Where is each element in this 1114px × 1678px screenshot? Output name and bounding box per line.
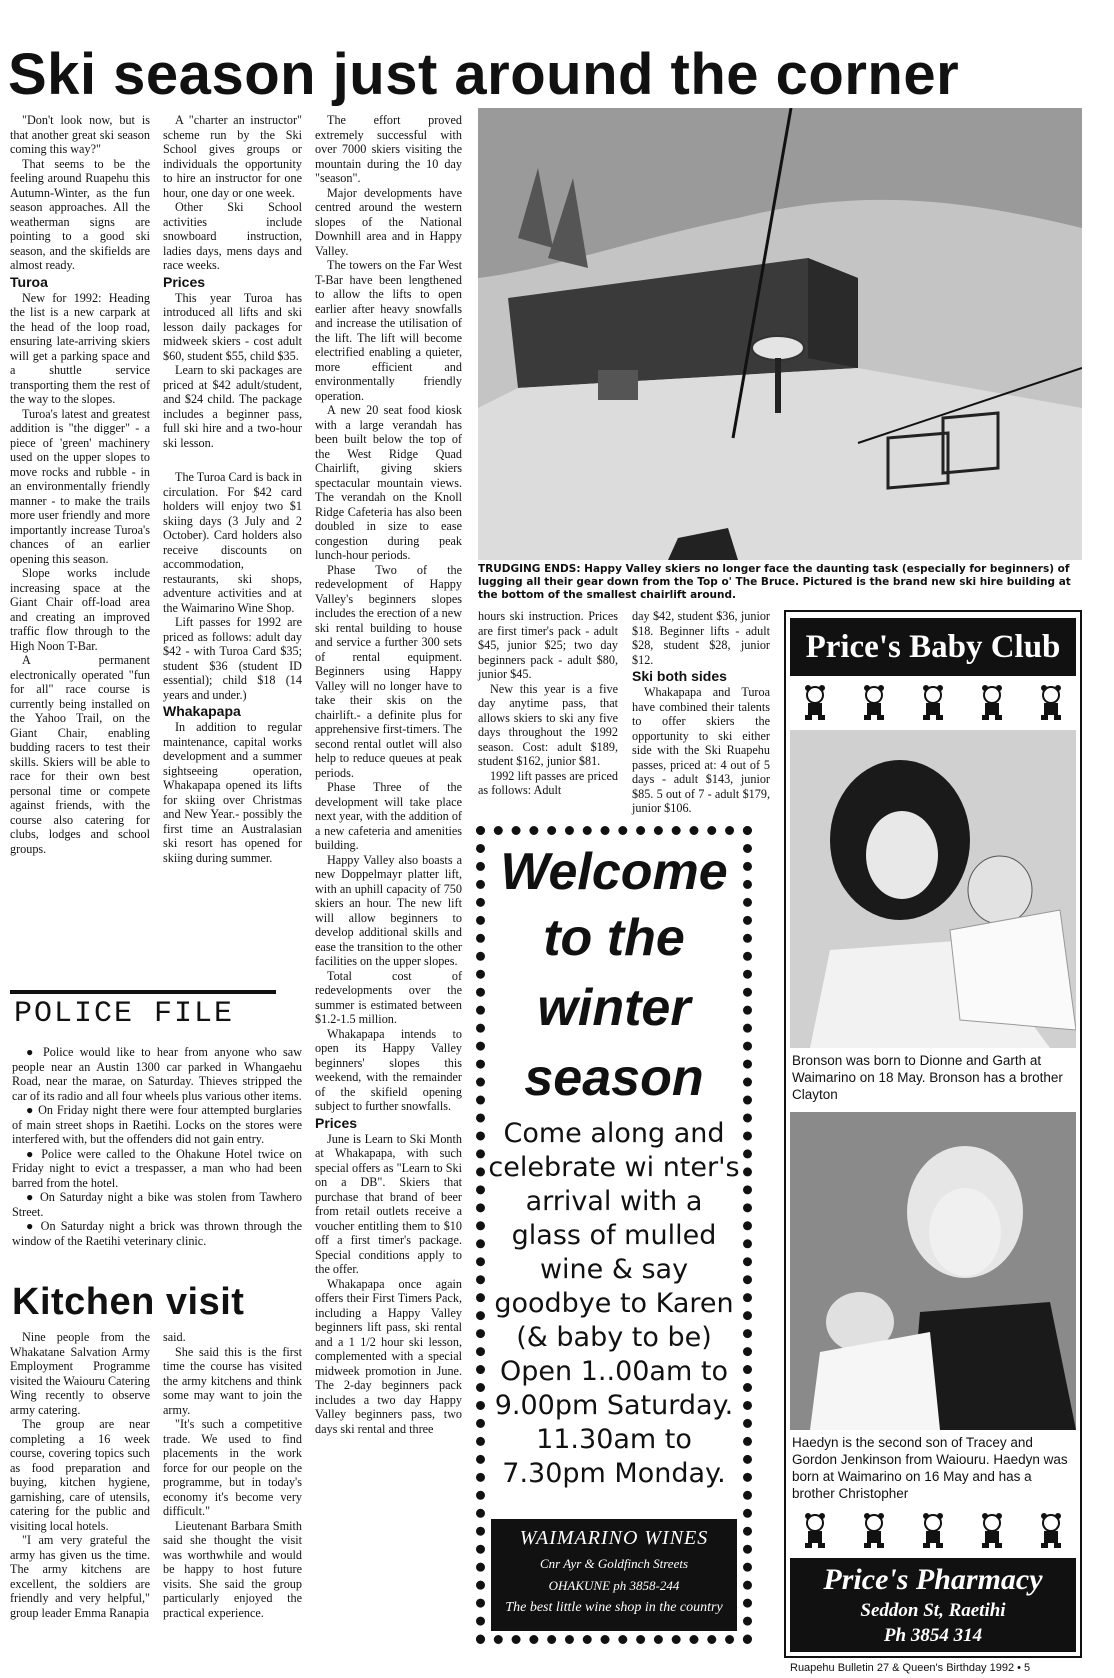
shop-address: Cnr Ayr & Goldfinch Streets <box>539 1556 689 1571</box>
paragraph: said. <box>163 1330 186 1344</box>
article-column-1 <box>10 113 150 856</box>
paragraph: "It's such a competitive trade. We used to find placements in the work force for our people on the programme, but in today's economy it's become very difficult." <box>163 1417 302 1518</box>
shop-tagline: The best little wine shop in the country <box>505 1600 723 1615</box>
paragraph: This year Turoa has introduced all lifts and ski lesson daily packages for midweek skiers - cost adult $60, student $55, child $35. <box>163 290 302 363</box>
paragraph: Total cost of redevelopments over the summer is estimated between $1.2-1.5 million. <box>315 968 462 1026</box>
teddy-bear-icon <box>974 1511 1010 1551</box>
teddy-bear-icon <box>856 1511 892 1551</box>
page-footer: Ruapehu Bulletin 27 & Queen's Birthday 1992 • 5 <box>790 1662 1031 1674</box>
paragraph: Slope works include increasing space at the Giant Chair off-load area and creating an improved traffic flow through to the High Noon T-Bar. <box>10 566 150 653</box>
welcome-winter-ad <box>476 826 752 1644</box>
paragraph: The effort proved extremely successful with over 7000 skiers visiting the mountain during the 10 day "season". <box>315 113 462 185</box>
ad-welcome-line: Welcome <box>500 843 728 901</box>
paragraph: Whakapapa and Turoa have combined their talents to offer skiers the opportunity to ski either side with the Ski Ruapehu passes, priced at: 4 out of 5 days - adult $143, junior $85. 5 out of 7 - adult $179, junior $106. <box>632 685 770 815</box>
article-column-3 <box>315 113 462 1436</box>
paragraph: Phase Two of the redevelopment of Happy Valley's beginners slopes includes the erection of a new ski rental building to house and service a further 300 sets of rental equipment. Beginners using Happy Valley will no longer have to take their skis on the chairlift.- a definite plus for apprehensive first-timers. The second rental outlet will also help to reduce queues at peak periods. <box>315 562 462 780</box>
police-file-title: POLICE FILE <box>14 997 235 1031</box>
paragraph: Lift passes for 1992 are priced as follows: adult day $42 - with Turoa Card $35; student $36 (student ID essential); child $18 (14 years and under.) <box>163 615 302 702</box>
baby-club-title: Price's Baby Club <box>790 618 1076 676</box>
paragraph: New for 1992: Heading the list is a new carpark at the head of the loop road, ensuring late-arriving skiers will get a parking space and a shuttle service transporting them the rest of the way to the slopes. <box>10 290 150 406</box>
paragraph: Other Ski School activities include snowboard instruction, ladies days, mens days and race weeks. <box>163 200 302 272</box>
haedyn-photo <box>790 1112 1076 1430</box>
paragraph: A permanent electronically operated "fun for all" race course is currently being installed on the Yahoo Trail, on the Giant Chair, enabling budding racers to test their skills. Skiers will be able to race for their own best personal time or compete against friends, with the course also catering for clubs, lodges and school groups. <box>10 653 150 856</box>
bronson-photo <box>790 730 1076 1048</box>
paragraph: day $42, student $36, junior $18. Beginner lifts - adult $28, student $28, junior $12. <box>632 609 770 667</box>
paragraph: Turoa's latest and greatest addition is "the digger" - a piece of 'green' machinery used on the upper slopes to move rocks and rubble - in an environmentally friendly manner - to make the trails more user friendly and more importantly increase Turoa's chances of an earlier opening this season. <box>10 406 150 566</box>
paragraph: "I am very grateful the army has given us the time. The army kitchens are excellent, the soldiers are friendly and very helpful," group leader Emma Ranapia <box>10 1533 150 1620</box>
paragraph: Happy Valley also boasts a new Doppelmayr platter lift, with an uphill capacity of 750 skiers an hour. The new lift will allow beginners to develop additional skills and ease the transition to the other facilities on the upper slopes. <box>315 852 462 968</box>
bullet-icon: ● <box>26 1190 36 1204</box>
paragraph: 1992 lift passes are priced as follows: Adult <box>478 768 618 797</box>
paragraph: That seems to be the feeling around Ruapehu this Autumn-Winter, as the fun season approaches. All the weatherman signs are pointing to a good ski season, and the skifields are almost ready. <box>10 156 150 272</box>
paragraph: The towers on the Far West T-Bar have been lengthened to allow the lifts to open earlier after heavy snowfalls and increase the utilisation of the lift. The lift will become electrified enabling a quieter, more efficient and environmentally friendly operation. <box>315 258 462 403</box>
shop-phone: OHAKUNE ph 3858-244 <box>548 1578 680 1593</box>
ad-welcome-line: season <box>524 1049 704 1107</box>
pharmacy-phone: Ph 3854 314 <box>883 1625 983 1646</box>
police-item: ● On Saturday night a bike was stolen from Tawhero Street. <box>12 1190 302 1219</box>
subheading-prices: Prices <box>315 1114 358 1131</box>
teddy-bear-icon <box>797 1511 833 1551</box>
police-file-list <box>12 1045 302 1248</box>
paragraph: New this year is a five day anytime pass, that allows skiers to ski any five days throughout the 1992 season. Cost: adult $189, student $162, junior $81. <box>478 681 618 768</box>
prices-baby-club-ad <box>784 610 1082 1658</box>
teddy-bear-icon <box>915 683 951 723</box>
teddy-bear-icon <box>915 1511 951 1551</box>
paragraph: The group are near completing a 16 week course, covering topics such as food preparation and buying, kitchen hygiene, garnishing, care of utensils, catering for the public and visiting local hotels. <box>10 1417 150 1533</box>
subheading-whakapapa: Whakapapa <box>163 703 241 719</box>
paragraph: She said this is the first time the course has visited the army kitchens and think some may want to join the army. <box>163 1344 302 1417</box>
waimarino-wines-box <box>491 1519 737 1631</box>
paragraph: Lieutenant Barbara Smith said she thought the visit was worthwhile and would be happy to host future visits. She said the group particularly enjoyed the practical experience. <box>163 1518 302 1620</box>
photo-caption: TRUDGING ENDS: Happy Valley skiers no longer face the daunting task (especially for beginners) of lugging all their gear down from the Top o' The Bruce. Pictured is the brand new ski hire building at the bottom of the smallest chairlift around. <box>478 563 1071 601</box>
paragraph: Major developments have centred around the western slopes of the National Downhill area and in Happy Valley. <box>315 185 462 258</box>
ski-hire-building-photo <box>478 108 1082 560</box>
mother-and-baby-illustration <box>790 1112 1076 1430</box>
teddy-bear-icon <box>1033 683 1069 723</box>
ski-scene-illustration <box>478 108 1082 560</box>
article-column-2 <box>163 113 302 865</box>
ad-body-text: Come along and celebrate wi nter's arrival with a glass of mulled wine & say goodbye to Karen (& baby to be) Open 1..00am to 9.00pm Saturday. 11.30am to 7.30pm Monday. <box>488 1118 740 1489</box>
article-column-4 <box>478 609 618 798</box>
teddy-bear-icon <box>797 683 833 723</box>
bear-row-top <box>786 680 1080 726</box>
kitchen-column-1 <box>10 1330 150 1620</box>
mother-and-baby-illustration <box>790 730 1076 1048</box>
paragraph: June is Learn to Ski Month at Whakapapa, with such special offers as "Learn to Ski on a DB". Skiers that purchase that brand of beer from retail outlets receive a voucher entitling them to $10 off a first timer's package. Special conditions apply to the offer. <box>315 1131 462 1276</box>
pharmacy-address: Seddon St, Raetihi <box>860 1600 1006 1621</box>
haedyn-caption: Haedyn is the second son of Tracey and Gordon Jenkinson from Waiouru. Haedyn was born at Waimarino on 16 May and has a brother Christopher <box>792 1435 1068 1501</box>
bullet-icon: ● <box>26 1045 37 1059</box>
paragraph: Whakapapa once again offers their First Timers Pack, including a Happy Valley beginners lift pass, ski rental and a 1 1/2 hour ski lesson, complemented with a special midweek promotion in June. The 2-day beginners pack includes a two day Happy Valley beginners pass, two days ski rental and three <box>315 1276 462 1436</box>
ad-welcome-line: to the <box>543 909 685 967</box>
police-file-rule <box>10 990 276 994</box>
bullet-icon: ● <box>26 1146 36 1161</box>
ad-welcome-line: winter <box>537 979 691 1037</box>
paragraph: Nine people from the Whakatane Salvation Army Employment Programme visited the Waiouru Catering Wing recently to observe army catering. <box>10 1330 150 1417</box>
paragraph: Phase Three of the development will take place next year, with the addition of a new cafeteria and amenities building. <box>315 780 462 852</box>
police-item: ● Police were called to the Ohakune Hotel twice on Friday night to evict a trespasser, a man who had been barred from the hotel. <box>12 1146 303 1190</box>
bronson-caption: Bronson was born to Dionne and Garth at Waimarino on 18 May. Bronson has a brother Clayton <box>792 1053 1063 1102</box>
paragraph: hours ski instruction. Prices are first timer's pack - adult $45, junior $25; two day beginners pack - adult $80, junior $45. <box>478 609 618 681</box>
headline: Ski season just around the corner <box>8 42 960 107</box>
shop-name: WAIMARINO WINES <box>519 1527 709 1549</box>
paragraph: "Don't look now, but is that another great ski season coming this way?" <box>10 113 150 156</box>
prices-pharmacy-box <box>790 1558 1076 1652</box>
teddy-bear-icon <box>974 683 1010 723</box>
paragraph: Whakapapa intends to open its Happy Valley beginners' slopes this weekend, with the remainder of the skifield opening subject to further snowfalls. <box>315 1026 462 1113</box>
teddy-bear-icon <box>856 683 892 723</box>
pharmacy-name: Price's Pharmacy <box>823 1563 1043 1596</box>
subheading-prices: Prices <box>163 273 206 290</box>
teddy-bear-icon <box>1033 1511 1069 1551</box>
police-item: ● On Saturday night a brick was thrown through the window of the Raetihi veterinary clinic. <box>12 1219 302 1248</box>
paragraph: A new 20 seat food kiosk with a large verandah has been built below the top of the West Ridge Quad Chairlift, giving skiers spectacular mountain views. The verandah on the Knoll Ridge Cafeteria has also been doubled in size to ease congestion during peak lunch-hour periods. <box>315 403 462 562</box>
paragraph: In addition to regular maintenance, capital works development and a summer sightseeing operation, Whakapapa opened its lifts for skiing over Christmas and New Year.- possibly the first time an Australasian ski resort has opened for skiing during summer. <box>163 720 302 865</box>
bullet-icon: ● <box>26 1103 35 1117</box>
paragraph: The Turoa Card is back in circulation. For $42 card holders will enjoy two $1 skiing days (3 July and 2 October). Card holders also receive discounts on accommodation, restaurants, ski shops, adventure activities and at the Waimarino Wine Shop. <box>163 470 302 615</box>
bear-row-bottom <box>786 1508 1080 1554</box>
police-item: ● On Friday night there were four attempted burglaries of main street shops in Raetihi. Locks on the stores were interfered with, but the offenders did not gain entry. <box>12 1103 302 1146</box>
article-column-5 <box>632 609 770 816</box>
paragraph: A "charter an instructor" scheme run by the Ski School gives groups or individuals the opportunity to hire an instructor for one hour, one day or one week. <box>163 113 302 200</box>
police-item: ● Police would like to hear from anyone who saw people near an Austin 1300 car parked in Whangaehu Road, near the marae, on Saturday. Thieves stripped the car of its radio and all four wheels plus various other items. <box>12 1045 302 1103</box>
kitchen-visit-title: Kitchen visit <box>12 1281 245 1323</box>
bullet-icon: ● <box>26 1219 36 1233</box>
subheading-ski-both-sides: Ski both sides <box>632 668 727 684</box>
subheading-turoa: Turoa <box>10 273 48 290</box>
kitchen-column-2 <box>163 1330 302 1620</box>
paragraph: Learn to ski packages are priced at $42 adult/student, and $24 child. The package includes a beginner pass, full ski hire and a two-hour ski lesson. <box>163 363 302 450</box>
